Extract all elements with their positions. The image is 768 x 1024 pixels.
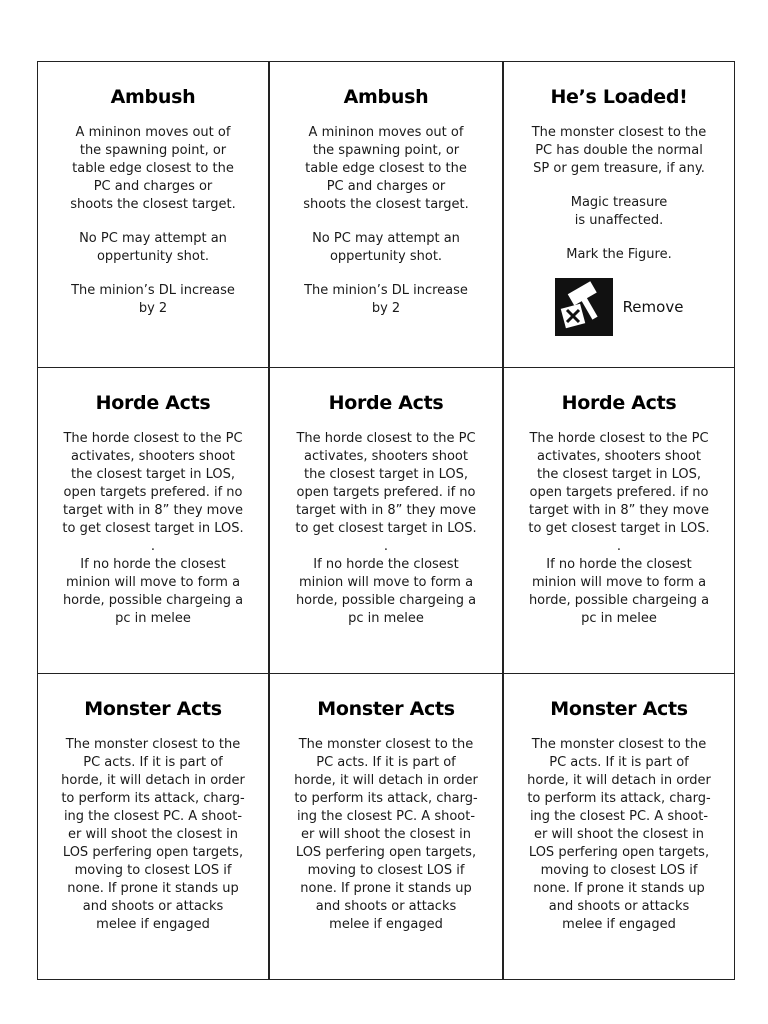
card-text: The minion’s DL increase by 2 xyxy=(71,283,235,316)
card-monster-acts-1 xyxy=(37,673,269,980)
card-ambush-2 xyxy=(269,61,503,368)
card-title: Monster Acts xyxy=(84,698,222,720)
hammer-x-icon xyxy=(555,278,613,336)
card-title: Horde Acts xyxy=(95,392,211,414)
card-text: No PC may attempt an oppertunity shot. xyxy=(79,231,227,264)
card-hes-loaded xyxy=(503,61,735,368)
card-text: A mininon moves out of the spawning point, or table edge closest to the PC and charges or shoots the closest target. xyxy=(303,125,469,212)
card-text: A mininon moves out of the spawning point, or table edge closest to the PC and charges or shoots the closest target. xyxy=(70,125,236,212)
card-horde-acts-3 xyxy=(503,367,735,674)
card-text: The monster closest to the PC acts. If it is part of horde, it will detach in order to perform its attack, charg- ing the closest PC. A shoot- er will shoot the closest in LOS perfering open targets, moving to closest LOS if none. If prone it stands up and shoots or attacks melee if engaged xyxy=(527,737,711,932)
card-title: Ambush xyxy=(110,86,196,108)
card-text: The minion’s DL increase by 2 xyxy=(304,283,468,316)
card-horde-acts-2 xyxy=(269,367,503,674)
card-text: No PC may attempt an oppertunity shot. xyxy=(312,231,460,264)
card-title: Monster Acts xyxy=(550,698,688,720)
card-title: Ambush xyxy=(343,86,429,108)
card-text: The horde closest to the PC activates, shooters shoot the closest target in LOS, open targets prefered. if no target with in 8” they move to get closest target in LOS. . If no horde the closest minion will move to form a horde, possible chargeing a pc in melee xyxy=(62,431,244,626)
card-text: The monster closest to the PC acts. If it is part of horde, it will detach in order to perform its attack, charg- ing the closest PC. A shoot- er will shoot the closest in LOS perfering open targets, moving to closest LOS if none. If prone it stands up and shoots or attacks melee if engaged xyxy=(61,737,245,932)
card-monster-acts-3 xyxy=(503,673,735,980)
card-monster-acts-2 xyxy=(269,673,503,980)
card-title: He’s Loaded! xyxy=(550,86,688,108)
card-text: The monster closest to the PC acts. If it is part of horde, it will detach in order to perform its attack, charg- ing the closest PC. A shoot- er will shoot the closest in LOS perfering open targets, moving to closest LOS if none. If prone it stands up and shoots or attacks melee if engaged xyxy=(294,737,478,932)
card-title: Horde Acts xyxy=(328,392,444,414)
remove-marker xyxy=(504,278,734,336)
card-ambush-1 xyxy=(37,61,269,368)
card-text: The horde closest to the PC activates, shooters shoot the closest target in LOS, open targets prefered. if no target with in 8” they move to get closest target in LOS. . If no horde the closest minion will move to form a horde, possible chargeing a pc in melee xyxy=(295,431,477,626)
card-text: Mark the Figure. xyxy=(566,247,672,262)
card-text: Magic treasure is unaffected. xyxy=(570,195,668,228)
card-text: The horde closest to the PC activates, shooters shoot the closest target in LOS, open targets prefered. if no target with in 8” they move to get closest target in LOS. . If no horde the closest minion will move to form a horde, possible chargeing a pc in melee xyxy=(528,431,710,626)
card-title: Monster Acts xyxy=(317,698,455,720)
card-text: The monster closest to the PC has double the normal SP or gem treasure, if any. xyxy=(531,125,707,176)
card-title: Horde Acts xyxy=(561,392,677,414)
remove-label: Remove xyxy=(622,298,684,316)
card-horde-acts-1 xyxy=(37,367,269,674)
